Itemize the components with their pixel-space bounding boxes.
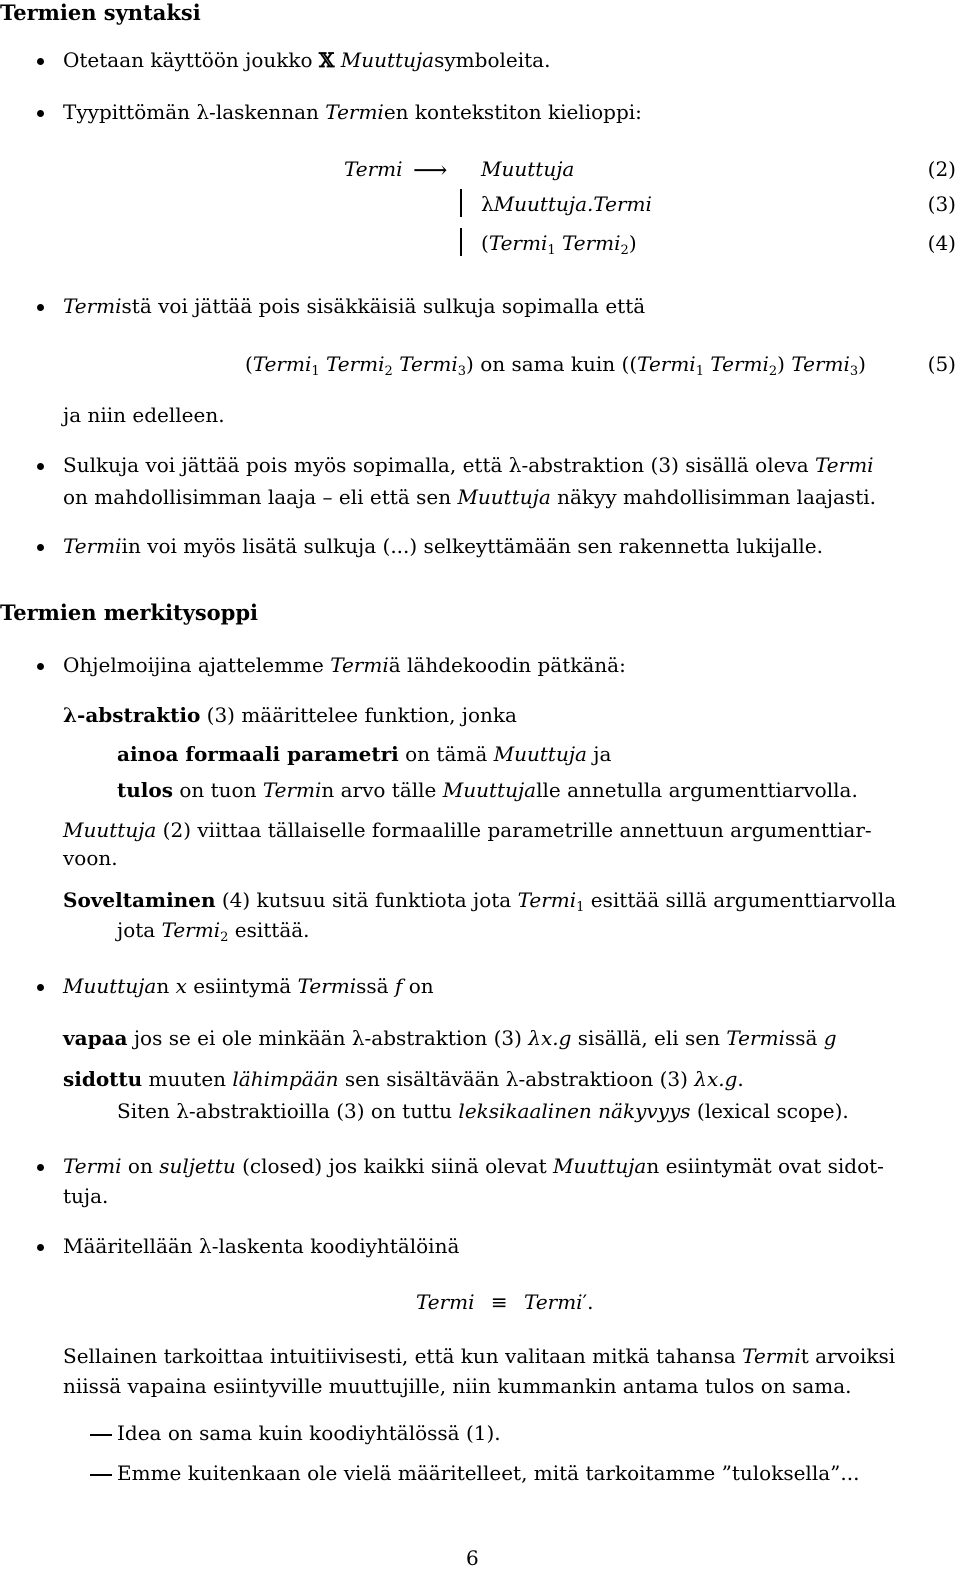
grammar-rule-3: (Termi$_1$ Termi$_2$) bbox=[481, 231, 637, 258]
bound-def: sidottu muuten lähimpään sen sisältävään λ-abstraktioon (3) λx.g. bbox=[63, 1067, 744, 1091]
bullet bbox=[37, 304, 44, 311]
application-def-line-2: jota Termi$_2$ esittää. bbox=[117, 918, 310, 945]
dash bbox=[90, 1474, 112, 1476]
bullet-text-3: Termistä voi jättää pois sisäkkäisiä sulkuja sopimalla että bbox=[63, 294, 646, 318]
semantics-bullet-2: Muuttujan x esiintymä Termissä f on bbox=[63, 974, 434, 998]
formal-parameter-def: ainoa formaali parametri on tämä Muuttuja ja bbox=[117, 742, 612, 766]
text-ja-niin: ja niin edelleen. bbox=[63, 403, 225, 427]
dash-item-1: Idea on sama kuin koodiyhtälössä (1). bbox=[117, 1421, 501, 1445]
bullet-text-1: Otetaan käyttöön joukko 𝕏 Muuttujasymboleita. bbox=[63, 48, 551, 72]
equation-5: (Termi$_1$ Termi$_2$ Termi$_3$) on sama kuin ((Termi$_1$ Termi$_2$) Termi$_3$) bbox=[245, 352, 866, 379]
eq-number-5: (5) bbox=[927, 352, 956, 376]
bullet bbox=[37, 663, 44, 670]
bullet-text-2: Tyypittömän λ-laskennan Termien kontekstiton kielioppi: bbox=[63, 100, 642, 124]
lambda-abstraction-def: λ-abstraktio (3) määrittelee funktion, jonka bbox=[63, 703, 517, 727]
page-number: 6 bbox=[466, 1546, 479, 1570]
bullet-text-4-line-1: Sulkuja voi jättää pois myös sopimalla, että λ-abstraktion (3) sisällä oleva Termi bbox=[63, 453, 874, 477]
bullet bbox=[37, 544, 44, 551]
result-def: tulos on tuon Termin arvo tälle Muuttujalle annetulla argumenttiarvolla. bbox=[117, 778, 858, 802]
grammar-bar bbox=[460, 228, 462, 256]
application-def-line-1: Soveltaminen (4) kutsuu sitä funktiota jota Termi$_1$ esittää sillä argumenttiarvolla bbox=[63, 888, 897, 915]
bullet bbox=[37, 1244, 44, 1251]
eq-number-4: (4) bbox=[927, 231, 956, 255]
sellainen-line-1: Sellainen tarkoittaa intuitiivisesti, että kun valitaan mitkä tahansa Termit arvoiksi bbox=[63, 1344, 896, 1368]
grammar-bar bbox=[460, 189, 462, 217]
bullet bbox=[37, 58, 44, 65]
bullet bbox=[37, 110, 44, 117]
sellainen-line-2: niissä vapaina esiintyville muuttujille, niin kummankin antama tulos on sama. bbox=[63, 1374, 852, 1398]
semantics-bullet-1: Ohjelmoijina ajattelemme Termiä lähdekoodin pätkänä: bbox=[63, 653, 626, 677]
dash-item-2: Emme kuitenkaan ole vielä määritelleet, mitä tarkoitamme ”tuloksella”... bbox=[117, 1461, 860, 1485]
variable-def-line-1: Muuttuja (2) viittaa tällaiselle formaalille parametrille annettuun argumenttiar- bbox=[63, 818, 872, 842]
grammar-rule-2: λMuuttuja.Termi bbox=[481, 192, 652, 216]
lexical-scope-line: Siten λ-abstraktioilla (3) on tuttu leksikaalinen näkyvyys (lexical scope). bbox=[117, 1099, 849, 1123]
grammar-rule-1: Muuttuja bbox=[481, 157, 575, 181]
variable-def-line-2: voon. bbox=[63, 846, 118, 870]
closed-def-line-1: Termi on suljettu (closed) jos kaikki siinä olevat Muuttujan esiintymät ovat sidot- bbox=[63, 1154, 884, 1178]
grammar-arrow: ⟶ bbox=[413, 156, 448, 184]
grammar-lhs: Termi bbox=[344, 157, 403, 181]
closed-def-line-2: tuja. bbox=[63, 1184, 109, 1208]
bullet-text-4-line-2: on mahdollisimman laaja – eli että sen Muuttuja näkyy mahdollisimman laajasti. bbox=[63, 485, 876, 509]
dash bbox=[90, 1434, 112, 1436]
semantics-bullet-4: Määritellään λ-laskenta koodiyhtälöinä bbox=[63, 1234, 460, 1258]
section-title-semantics: Termien merkitysoppi bbox=[0, 600, 259, 625]
bullet bbox=[37, 1164, 44, 1171]
eq-number-2: (2) bbox=[927, 157, 956, 181]
bullet bbox=[37, 984, 44, 991]
bullet-text-5: Termiin voi myös lisätä sulkuja (...) selkeyttämään sen rakennetta lukijalle. bbox=[63, 534, 823, 558]
section-title-syntax: Termien syntaksi bbox=[0, 0, 201, 25]
eq-number-3: (3) bbox=[927, 192, 956, 216]
free-def: vapaa jos se ei ole minkään λ-abstraktion (3) λx.g sisällä, eli sen Termissä g bbox=[63, 1026, 837, 1050]
bullet bbox=[37, 463, 44, 470]
equivalence-equation: Termi ≡ Termi′. bbox=[416, 1290, 594, 1314]
